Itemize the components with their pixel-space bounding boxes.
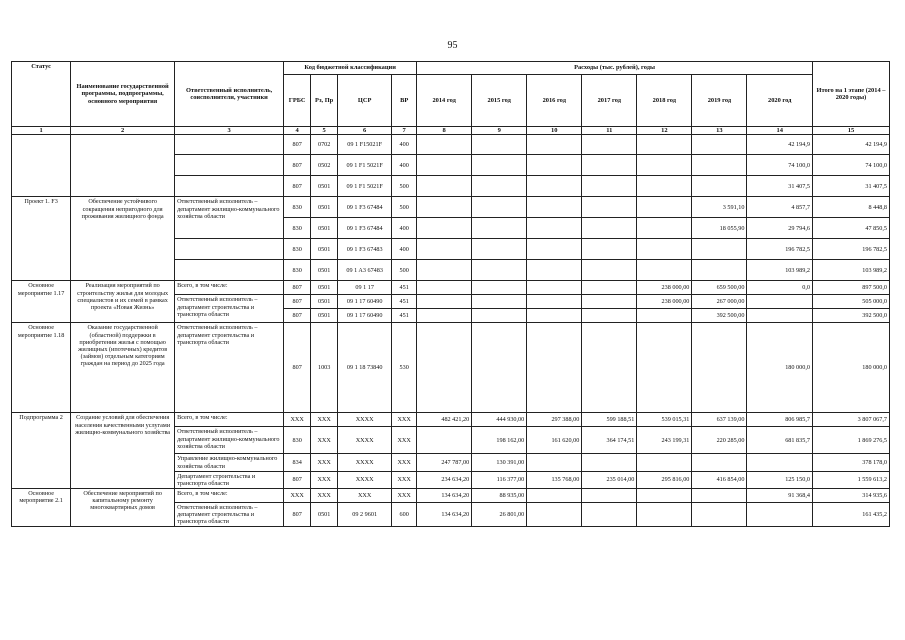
grbs-cell: 807 xyxy=(284,135,311,155)
year-value-cell: 88 935,00 xyxy=(472,488,527,502)
year-value-cell xyxy=(637,239,692,260)
year-value-cell xyxy=(527,155,582,176)
year-value-cell xyxy=(747,309,813,323)
year-value-cell xyxy=(692,488,747,502)
year-value-cell xyxy=(472,295,527,309)
year-value-cell xyxy=(417,295,472,309)
csr-cell: 09 1 18 73840 xyxy=(338,323,392,413)
rzpr-cell: 0501 xyxy=(311,176,338,197)
rzpr-cell: ХХХ xyxy=(311,427,338,454)
year-value-cell: 267 000,00 xyxy=(692,295,747,309)
year-value-cell xyxy=(527,239,582,260)
year-value-cell xyxy=(472,323,527,413)
header-rzpr: Рз, Пр xyxy=(311,75,338,127)
csr-cell: ХХХ xyxy=(338,488,392,502)
year-value-cell xyxy=(527,176,582,197)
grbs-cell: 834 xyxy=(284,454,311,471)
status-cell: Подпрограмма 2 xyxy=(12,413,71,489)
vr-cell: 451 xyxy=(392,295,417,309)
vr-cell: 400 xyxy=(392,239,417,260)
grbs-cell: 807 xyxy=(284,323,311,413)
program-name-cell: Оказание государственной (областной) поддержки в приобретении жилья с помощью жилищных (ипотечных) кредитов (займов) отдельным категориям граждан на период до 2025 года xyxy=(71,323,175,413)
csr-cell: ХХХХ xyxy=(338,427,392,454)
year-value-cell: 416 854,00 xyxy=(692,471,747,488)
year-value-cell: 135 768,00 xyxy=(527,471,582,488)
year-value-cell xyxy=(582,502,637,526)
year-value-cell xyxy=(582,239,637,260)
year-value-cell xyxy=(472,176,527,197)
year-value-cell xyxy=(527,281,582,295)
year-value-cell xyxy=(637,260,692,281)
header-year: 2014 год xyxy=(417,75,472,127)
vr-cell: ХХХ xyxy=(392,413,417,427)
column-index: 3 xyxy=(175,127,284,135)
rzpr-cell: 1003 xyxy=(311,323,338,413)
year-value-cell xyxy=(417,176,472,197)
responsible-cell xyxy=(175,135,284,155)
year-value-cell: 134 634,20 xyxy=(417,502,472,526)
year-value-cell xyxy=(472,260,527,281)
header-grbs: ГРБС xyxy=(284,75,311,127)
total-cell: 505 000,0 xyxy=(812,295,889,309)
year-value-cell: 74 100,0 xyxy=(747,155,813,176)
total-cell: 392 500,0 xyxy=(812,309,889,323)
year-value-cell: 18 055,90 xyxy=(692,218,747,239)
vr-cell: 400 xyxy=(392,218,417,239)
csr-cell: 09 1 A3 67483 xyxy=(338,260,392,281)
vr-cell: 500 xyxy=(392,197,417,218)
column-index: 6 xyxy=(338,127,392,135)
responsible-cell xyxy=(175,239,284,260)
year-value-cell xyxy=(747,454,813,471)
year-value-cell xyxy=(527,295,582,309)
grbs-cell: 807 xyxy=(284,155,311,176)
year-value-cell xyxy=(582,155,637,176)
table-row xyxy=(12,323,890,413)
year-value-cell: 31 407,5 xyxy=(747,176,813,197)
responsible-cell: Управление жилищно-коммунального хозяйства области xyxy=(175,454,284,471)
total-cell: 74 100,0 xyxy=(812,155,889,176)
year-value-cell xyxy=(747,502,813,526)
column-index: 8 xyxy=(417,127,472,135)
year-value-cell xyxy=(527,502,582,526)
year-value-cell xyxy=(417,218,472,239)
year-value-cell: 599 188,51 xyxy=(582,413,637,427)
grbs-cell: 807 xyxy=(284,295,311,309)
column-index-row xyxy=(12,127,890,135)
vr-cell: 451 xyxy=(392,281,417,295)
page-number: 95 xyxy=(447,40,458,51)
csr-cell: ХХХХ xyxy=(338,471,392,488)
rzpr-cell: 0702 xyxy=(311,135,338,155)
year-value-cell xyxy=(472,155,527,176)
year-value-cell: 235 014,00 xyxy=(582,471,637,488)
program-name-cell: Реализация мероприятий по строительству жилья для молодых специалистов и их семей в рамках проекта «Новая Жизнь» xyxy=(71,281,175,323)
year-value-cell: 295 816,00 xyxy=(637,471,692,488)
year-value-cell xyxy=(527,218,582,239)
status-cell: Основное мероприятие 1.18 xyxy=(12,323,71,413)
year-value-cell: 130 391,00 xyxy=(472,454,527,471)
rzpr-cell: ХХХ xyxy=(311,488,338,502)
year-value-cell xyxy=(692,135,747,155)
year-value-cell: 297 388,00 xyxy=(527,413,582,427)
vr-cell: 600 xyxy=(392,502,417,526)
rzpr-cell: ХХХ xyxy=(311,454,338,471)
vr-cell: ХХХ xyxy=(392,427,417,454)
responsible-cell xyxy=(175,260,284,281)
column-index: 15 xyxy=(812,127,889,135)
grbs-cell: ХХХ xyxy=(284,413,311,427)
year-value-cell xyxy=(582,260,637,281)
program-name-cell: Обеспечение мероприятий по капитальному ремонту многоквартирных домов xyxy=(71,488,175,526)
responsible-cell: Ответственный исполнитель – департамент строительства и транспорта области xyxy=(175,295,284,323)
year-value-cell xyxy=(637,454,692,471)
csr-cell: 09 1 F3 67484 xyxy=(338,218,392,239)
rzpr-cell: 0501 xyxy=(311,295,338,309)
rzpr-cell: 0502 xyxy=(311,155,338,176)
total-cell: 180 000,0 xyxy=(812,323,889,413)
header-year: 2019 год xyxy=(692,75,747,127)
year-value-cell: 444 930,00 xyxy=(472,413,527,427)
column-index: 13 xyxy=(692,127,747,135)
responsible-cell: Ответственный исполнитель – департамент жилищно-коммунального хозяйства области xyxy=(175,197,284,239)
total-cell: 378 178,0 xyxy=(812,454,889,471)
year-value-cell: 161 620,00 xyxy=(527,427,582,454)
column-index: 4 xyxy=(284,127,311,135)
table-row xyxy=(12,281,890,295)
year-value-cell: 364 174,51 xyxy=(582,427,637,454)
year-value-cell xyxy=(417,309,472,323)
csr-cell: 09 1 17 xyxy=(338,281,392,295)
year-value-cell xyxy=(417,281,472,295)
csr-cell: 09 1 F1 5021F xyxy=(338,176,392,197)
year-value-cell: 220 285,00 xyxy=(692,427,747,454)
responsible-cell: Департамент строительства и транспорта области xyxy=(175,471,284,488)
year-value-cell xyxy=(527,323,582,413)
year-value-cell: 3 591,10 xyxy=(692,197,747,218)
total-cell: 1 869 276,5 xyxy=(812,427,889,454)
year-value-cell xyxy=(472,135,527,155)
year-value-cell xyxy=(472,197,527,218)
year-value-cell xyxy=(637,218,692,239)
year-value-cell xyxy=(417,427,472,454)
total-cell: 161 435,2 xyxy=(812,502,889,526)
year-value-cell xyxy=(527,135,582,155)
rzpr-cell: ХХХ xyxy=(311,413,338,427)
vr-cell: 451 xyxy=(392,309,417,323)
column-index: 7 xyxy=(392,127,417,135)
column-index: 12 xyxy=(637,127,692,135)
year-value-cell xyxy=(637,488,692,502)
year-value-cell: 29 794,6 xyxy=(747,218,813,239)
year-value-cell: 180 000,0 xyxy=(747,323,813,413)
csr-cell: 09 1 F1 5021F xyxy=(338,155,392,176)
grbs-cell: 830 xyxy=(284,197,311,218)
header-expenses: Расходы (тыс. рублей), годы xyxy=(417,62,813,75)
header-year: 2018 год xyxy=(637,75,692,127)
total-cell: 31 407,5 xyxy=(812,176,889,197)
table-row xyxy=(12,413,890,427)
csr-cell: 09 1 17 60490 xyxy=(338,309,392,323)
year-value-cell: 116 377,00 xyxy=(472,471,527,488)
vr-cell: ХХХ xyxy=(392,471,417,488)
vr-cell: 530 xyxy=(392,323,417,413)
grbs-cell: ХХХ xyxy=(284,488,311,502)
year-value-cell xyxy=(582,218,637,239)
header-csr: ЦСР xyxy=(338,75,392,127)
year-value-cell xyxy=(637,176,692,197)
grbs-cell: 807 xyxy=(284,309,311,323)
year-value-cell xyxy=(582,135,637,155)
program-name-cell xyxy=(71,135,175,197)
year-value-cell xyxy=(472,281,527,295)
year-value-cell: 26 801,00 xyxy=(472,502,527,526)
year-value-cell xyxy=(417,135,472,155)
vr-cell: 400 xyxy=(392,155,417,176)
total-cell: 1 559 613,2 xyxy=(812,471,889,488)
grbs-cell: 807 xyxy=(284,176,311,197)
column-index: 5 xyxy=(311,127,338,135)
csr-cell: 09 2 9601 xyxy=(338,502,392,526)
total-cell: 42 194,9 xyxy=(812,135,889,155)
rzpr-cell: 0501 xyxy=(311,309,338,323)
year-value-cell xyxy=(692,454,747,471)
year-value-cell: 196 782,5 xyxy=(747,239,813,260)
year-value-cell xyxy=(472,309,527,323)
year-value-cell: 4 857,7 xyxy=(747,197,813,218)
column-index: 10 xyxy=(527,127,582,135)
year-value-cell xyxy=(692,239,747,260)
year-value-cell xyxy=(582,295,637,309)
year-value-cell: 238 000,00 xyxy=(637,295,692,309)
year-value-cell xyxy=(637,155,692,176)
year-value-cell xyxy=(582,454,637,471)
year-value-cell: 238 000,00 xyxy=(637,281,692,295)
program-name-cell: Создание условий для обеспечения населения качественными услугами жилищно-коммунального хозяйства xyxy=(71,413,175,489)
grbs-cell: 807 xyxy=(284,502,311,526)
vr-cell: ХХХ xyxy=(392,488,417,502)
header-year: 2017 год xyxy=(582,75,637,127)
year-value-cell: 243 199,31 xyxy=(637,427,692,454)
year-value-cell xyxy=(527,488,582,502)
csr-cell: 09 1 F3 67484 xyxy=(338,197,392,218)
year-value-cell xyxy=(747,295,813,309)
year-value-cell: 125 150,0 xyxy=(747,471,813,488)
total-cell: 897 500,0 xyxy=(812,281,889,295)
year-value-cell xyxy=(582,197,637,218)
program-name-cell: Обеспечение устойчивого сокращения непригодного для проживания жилищного фонда xyxy=(71,197,175,281)
grbs-cell: 830 xyxy=(284,218,311,239)
year-value-cell: 134 634,20 xyxy=(417,488,472,502)
year-value-cell xyxy=(692,155,747,176)
year-value-cell xyxy=(472,218,527,239)
year-value-cell: 539 015,31 xyxy=(637,413,692,427)
header-name: Наименование государственной программы, подпрограммы, основного мероприятия xyxy=(71,62,175,127)
year-value-cell xyxy=(692,323,747,413)
year-value-cell: 482 421,20 xyxy=(417,413,472,427)
year-value-cell: 198 162,00 xyxy=(472,427,527,454)
grbs-cell: 830 xyxy=(284,239,311,260)
rzpr-cell: 0501 xyxy=(311,502,338,526)
table-row xyxy=(12,488,890,502)
status-cell xyxy=(12,135,71,197)
year-value-cell xyxy=(692,502,747,526)
year-value-cell: 806 985,7 xyxy=(747,413,813,427)
year-value-cell xyxy=(637,309,692,323)
header-year: 2020 год xyxy=(747,75,813,127)
responsible-cell xyxy=(175,155,284,176)
responsible-cell: Всего, в том числе: xyxy=(175,281,284,295)
year-value-cell xyxy=(417,155,472,176)
responsible-cell: Ответственный исполнитель – департамент жилищно-коммунального хозяйства области xyxy=(175,427,284,454)
year-value-cell xyxy=(692,176,747,197)
grbs-cell: 807 xyxy=(284,471,311,488)
year-value-cell xyxy=(582,176,637,197)
header-year: 2015 год xyxy=(472,75,527,127)
year-value-cell: 234 634,20 xyxy=(417,471,472,488)
csr-cell: 09 1 F3 67483 xyxy=(338,239,392,260)
responsible-cell: Всего, в том числе: xyxy=(175,413,284,427)
column-index: 1 xyxy=(12,127,71,135)
year-value-cell xyxy=(692,260,747,281)
column-index: 14 xyxy=(747,127,813,135)
year-value-cell: 681 835,7 xyxy=(747,427,813,454)
header-total: Итого на 1 этапе (2014 – 2020 годы) xyxy=(812,62,889,127)
year-value-cell: 0,0 xyxy=(747,281,813,295)
year-value-cell xyxy=(582,488,637,502)
table-row xyxy=(12,197,890,218)
budget-table xyxy=(11,61,890,527)
grbs-cell: 830 xyxy=(284,427,311,454)
responsible-cell: Ответственный исполнитель – департамент строительства и транспорта области xyxy=(175,502,284,526)
year-value-cell xyxy=(527,260,582,281)
status-cell: Проект 1. F3 xyxy=(12,197,71,281)
vr-cell: 500 xyxy=(392,176,417,197)
total-cell: 314 935,6 xyxy=(812,488,889,502)
grbs-cell: 807 xyxy=(284,281,311,295)
status-cell: Основное мероприятие 2.1 xyxy=(12,488,71,526)
year-value-cell xyxy=(637,135,692,155)
column-index: 9 xyxy=(472,127,527,135)
rzpr-cell: 0501 xyxy=(311,239,338,260)
header-year: 2016 год xyxy=(527,75,582,127)
year-value-cell xyxy=(527,454,582,471)
year-value-cell xyxy=(417,197,472,218)
column-index: 11 xyxy=(582,127,637,135)
year-value-cell xyxy=(582,281,637,295)
vr-cell: 500 xyxy=(392,260,417,281)
total-cell: 8 448,8 xyxy=(812,197,889,218)
rzpr-cell: 0501 xyxy=(311,218,338,239)
year-value-cell: 247 787,00 xyxy=(417,454,472,471)
year-value-cell xyxy=(472,239,527,260)
year-value-cell xyxy=(637,197,692,218)
total-cell: 3 807 067,7 xyxy=(812,413,889,427)
year-value-cell: 91 368,4 xyxy=(747,488,813,502)
year-value-cell xyxy=(582,323,637,413)
year-value-cell xyxy=(417,323,472,413)
year-value-cell: 103 989,2 xyxy=(747,260,813,281)
header-budget-code: Код бюджетной классификации xyxy=(284,62,417,75)
csr-cell: 09 1 F15021F xyxy=(338,135,392,155)
vr-cell: ХХХ xyxy=(392,454,417,471)
year-value-cell: 42 194,9 xyxy=(747,135,813,155)
csr-cell: ХХХХ xyxy=(338,454,392,471)
year-value-cell xyxy=(527,197,582,218)
total-cell: 47 850,5 xyxy=(812,218,889,239)
rzpr-cell: 0501 xyxy=(311,260,338,281)
year-value-cell: 392 500,00 xyxy=(692,309,747,323)
table-row xyxy=(12,135,890,155)
responsible-cell: Всего, в том числе: xyxy=(175,488,284,502)
rzpr-cell: ХХХ xyxy=(311,471,338,488)
responsible-cell xyxy=(175,176,284,197)
year-value-cell: 637 139,00 xyxy=(692,413,747,427)
status-cell: Основное мероприятие 1.17 xyxy=(12,281,71,323)
year-value-cell: 659 500,00 xyxy=(692,281,747,295)
year-value-cell xyxy=(417,239,472,260)
total-cell: 103 989,2 xyxy=(812,260,889,281)
grbs-cell: 830 xyxy=(284,260,311,281)
year-value-cell xyxy=(637,323,692,413)
header-vr: ВР xyxy=(392,75,417,127)
total-cell: 196 782,5 xyxy=(812,239,889,260)
csr-cell: 09 1 17 60490 xyxy=(338,295,392,309)
vr-cell: 400 xyxy=(392,135,417,155)
csr-cell: ХХХХ xyxy=(338,413,392,427)
table-body xyxy=(12,135,890,527)
responsible-cell: Ответственный исполнитель – департамент строительства и транспорта области xyxy=(175,323,284,413)
rzpr-cell: 0501 xyxy=(311,197,338,218)
year-value-cell xyxy=(527,309,582,323)
column-index: 2 xyxy=(71,127,175,135)
header-status: Статус xyxy=(12,62,71,127)
header-responsible: Ответственный исполнитель, соисполнители, участники xyxy=(175,62,284,127)
year-value-cell xyxy=(582,309,637,323)
year-value-cell xyxy=(637,502,692,526)
rzpr-cell: 0501 xyxy=(311,281,338,295)
year-value-cell xyxy=(417,260,472,281)
